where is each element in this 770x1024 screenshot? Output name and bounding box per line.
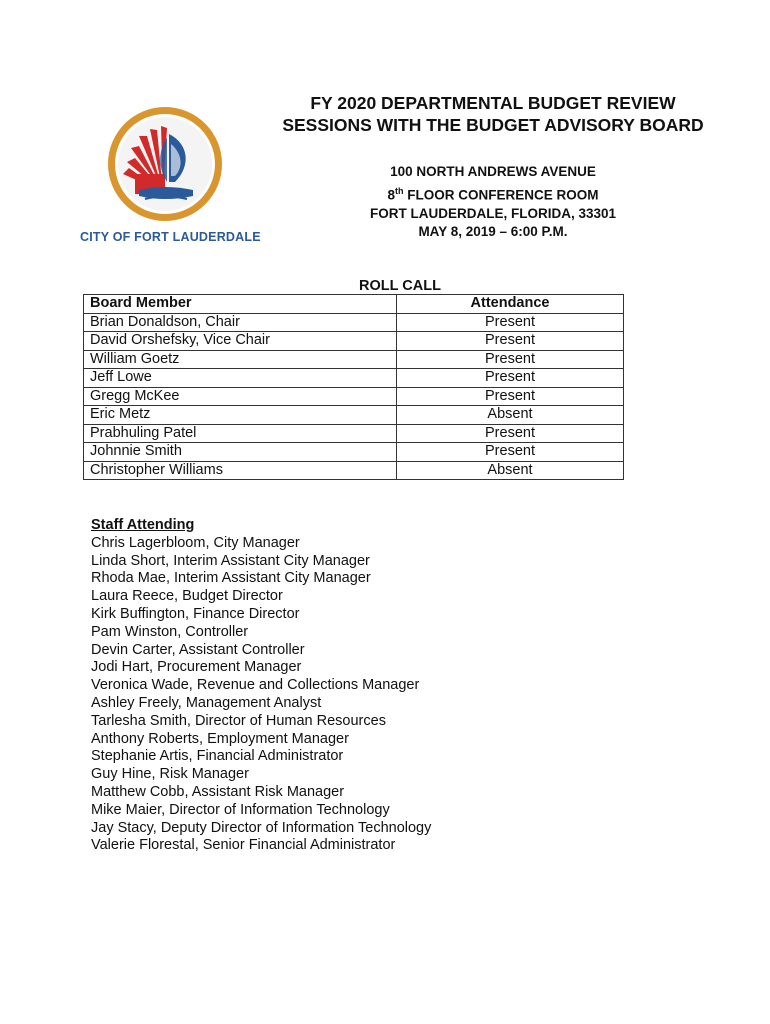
- member-name: Brian Donaldson, Chair: [84, 313, 397, 332]
- attendance-status: Present: [397, 424, 624, 443]
- list-item: Stephanie Artis, Financial Administrator: [91, 748, 344, 765]
- table-row: [84, 406, 624, 425]
- member-name: Jeff Lowe: [84, 369, 397, 388]
- attendance-status: Absent: [397, 461, 624, 480]
- table-row: [84, 461, 624, 480]
- list-item: Valerie Florestal, Senior Financial Administrator: [91, 837, 396, 854]
- list-item: Anthony Roberts, Employment Manager: [91, 730, 349, 747]
- list-item: Veronica Wade, Revenue and Collections Manager: [91, 677, 420, 694]
- list-item: Linda Short, Interim Assistant City Manager: [91, 552, 370, 569]
- list-item: Guy Hine, Risk Manager: [91, 766, 249, 783]
- table-row: [84, 313, 624, 332]
- attendance-status: Present: [397, 369, 624, 388]
- floor-room: FLOOR CONFERENCE ROOM: [403, 187, 599, 202]
- meeting-location: [268, 163, 718, 242]
- attendance-status: Present: [397, 332, 624, 351]
- logo-wordmark: CITY OF FORT LAUDERDALE: [80, 230, 261, 244]
- address-street: 100 NORTH ANDREWS AVENUE: [390, 164, 596, 179]
- list-item: Devin Carter, Assistant Controller: [91, 641, 305, 658]
- meeting-date: MAY 8, 2019 – 6:00 P.M.: [418, 224, 568, 239]
- member-name: Gregg McKee: [84, 387, 397, 406]
- column-header-board-member: Board Member: [84, 295, 397, 314]
- member-name: Prabhuling Patel: [84, 424, 397, 443]
- list-item: Jay Stacy, Deputy Director of Information Technology: [91, 819, 432, 836]
- roll-call-heading: ROLL CALL: [359, 278, 441, 294]
- member-name: Eric Metz: [84, 406, 397, 425]
- attendance-status: Present: [397, 313, 624, 332]
- list-item: Matthew Cobb, Assistant Risk Manager: [91, 783, 345, 800]
- attendance-status: Present: [397, 443, 624, 462]
- list-item: Chris Lagerbloom, City Manager: [91, 534, 300, 551]
- title-line-2: SESSIONS WITH THE BUDGET ADVISORY BOARD: [282, 115, 704, 135]
- list-item: Mike Maier, Director of Information Technology: [91, 801, 390, 818]
- address-floor: [268, 182, 718, 205]
- staff-list: [91, 535, 431, 855]
- member-name: Johnnie Smith: [84, 443, 397, 462]
- list-item: Rhoda Mae, Interim Assistant City Manager: [91, 570, 371, 587]
- staff-attending-section: [91, 517, 431, 855]
- address-city: FORT LAUDERDALE, FLORIDA, 33301: [369, 205, 617, 221]
- title-line-1: FY 2020 DEPARTMENTAL BUDGET REVIEW: [310, 93, 676, 113]
- member-name: David Orshefsky, Vice Chair: [84, 332, 397, 351]
- floor-number: 8: [387, 187, 395, 202]
- table-row: [84, 443, 624, 462]
- member-name: William Goetz: [84, 350, 397, 369]
- table-row: [84, 332, 624, 351]
- attendance-status: Present: [397, 350, 624, 369]
- member-name: Christopher Williams: [84, 461, 397, 480]
- staff-heading: Staff Attending: [91, 517, 195, 533]
- table-row: [84, 424, 624, 443]
- list-item: Kirk Buffington, Finance Director: [91, 605, 300, 622]
- title-block: [268, 92, 718, 242]
- document-title: [268, 92, 718, 136]
- table-header-row: [84, 295, 624, 314]
- list-item: Tarlesha Smith, Director of Human Resources: [91, 712, 386, 729]
- attendance-status: Absent: [397, 406, 624, 425]
- city-logo: [80, 104, 261, 244]
- list-item: Pam Winston, Controller: [91, 623, 249, 640]
- table-row: [84, 387, 624, 406]
- list-item: Laura Reece, Budget Director: [91, 588, 283, 605]
- list-item: Jodi Hart, Procurement Manager: [91, 659, 302, 676]
- column-header-attendance: Attendance: [397, 295, 624, 314]
- list-item: Ashley Freely, Management Analyst: [91, 694, 322, 711]
- city-seal-icon: [105, 104, 225, 224]
- roll-call-table: [83, 294, 624, 480]
- attendance-status: Present: [397, 387, 624, 406]
- table-row: [84, 350, 624, 369]
- table-row: [84, 369, 624, 388]
- floor-suffix: th: [395, 185, 404, 196]
